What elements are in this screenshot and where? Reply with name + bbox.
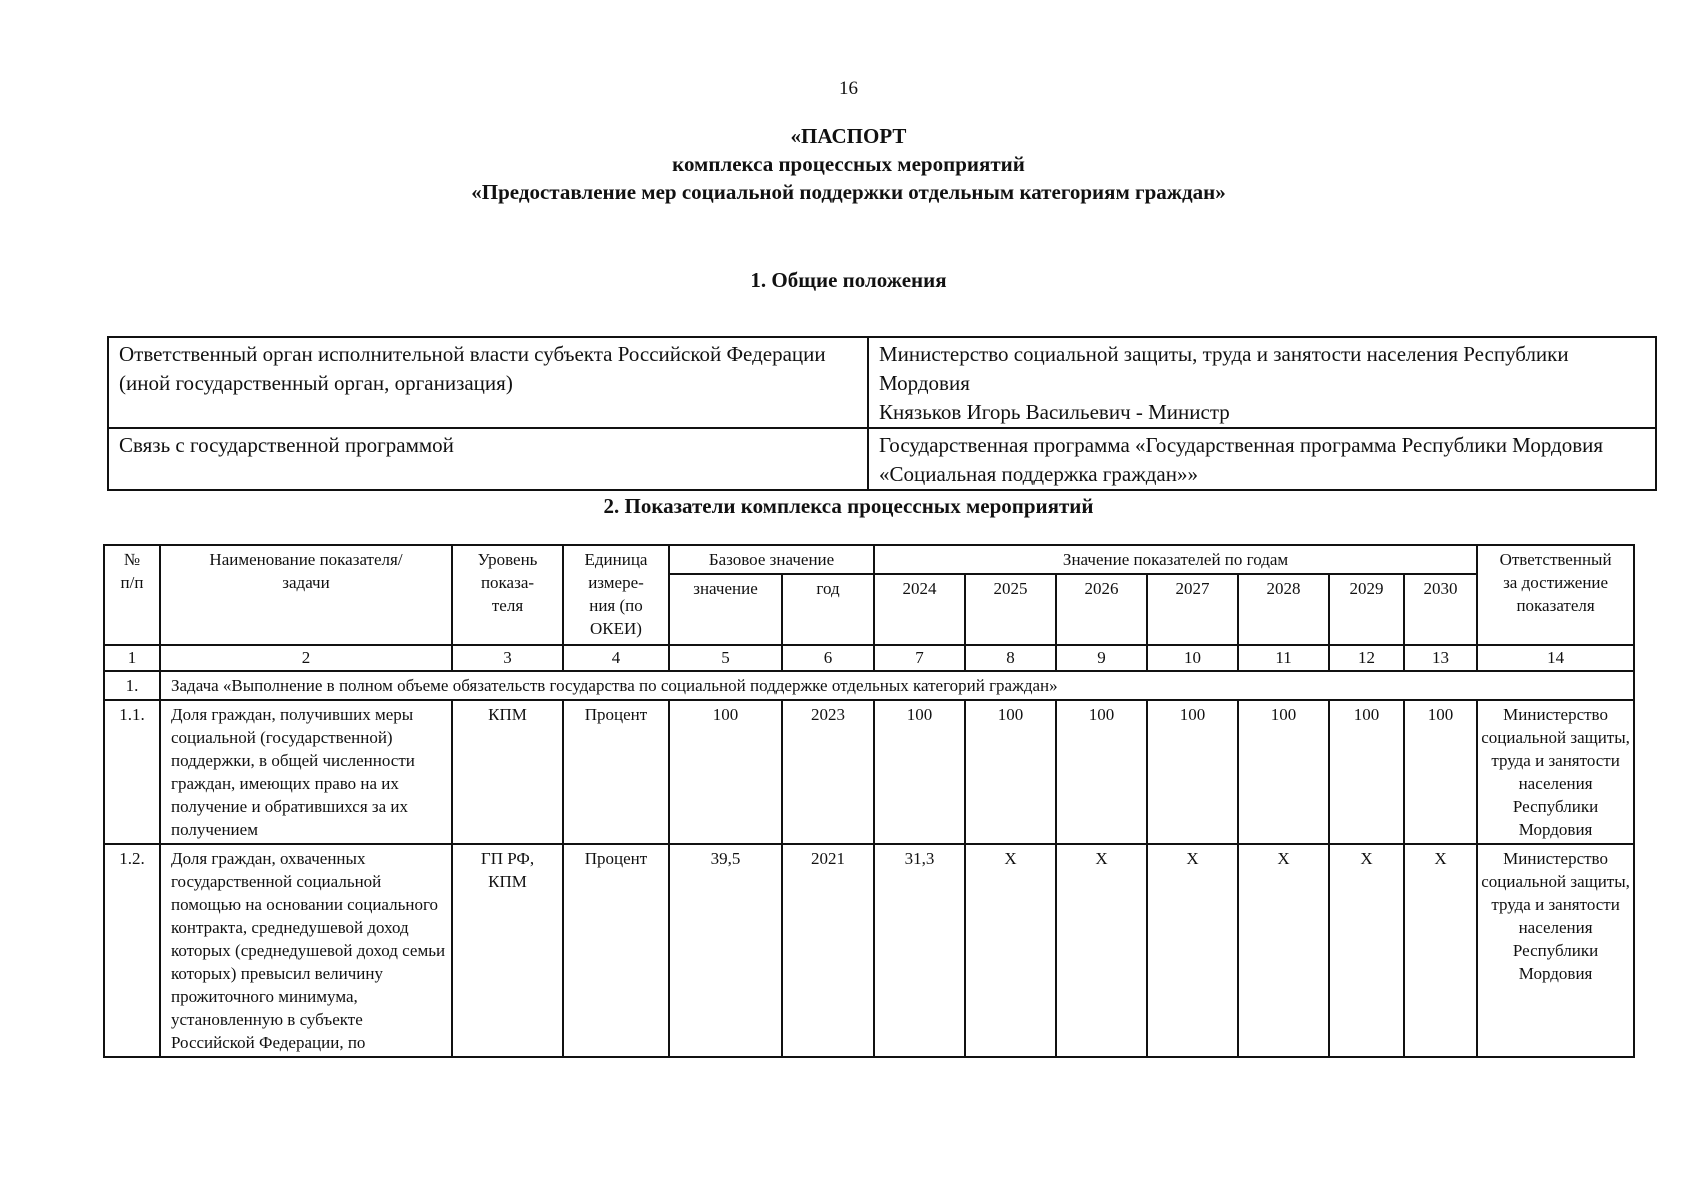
column-number: 7 — [874, 645, 965, 671]
section-1-heading: 1. Общие положения — [750, 268, 947, 292]
year-value: 100 — [874, 700, 965, 844]
base-value: 39,5 — [669, 844, 782, 1057]
indicator-unit: Процент — [563, 844, 669, 1057]
base-year: 2021 — [782, 844, 874, 1057]
header-year: 2028 — [1238, 574, 1329, 645]
program-link-label: Связь с государственной программой — [108, 428, 868, 490]
header-num: № п/п — [104, 545, 160, 645]
year-value: 100 — [965, 700, 1056, 844]
program-link-value — [868, 428, 1656, 490]
header-years-group: Значение показателей по годам — [874, 545, 1477, 574]
header-name: Наименование показателя/ задачи — [160, 545, 452, 645]
header-year: 2026 — [1056, 574, 1147, 645]
column-number: 9 — [1056, 645, 1147, 671]
year-value: X — [1329, 844, 1404, 1057]
indicator-name: Доля граждан, охваченных государственной социальной помощью на основании социального контракта, среднедушевой доход которых (среднедушевой доход семьи которых) превысил величину прожиточного минимума, установленную в субъекте Российской Федерации, по — [160, 844, 452, 1057]
header-year: 2029 — [1329, 574, 1404, 645]
title-line-1: «ПАСПОРТ — [790, 124, 907, 148]
year-value: 100 — [1329, 700, 1404, 844]
header-year: 2030 — [1404, 574, 1477, 645]
year-value: X — [1404, 844, 1477, 1057]
column-numbers-row — [104, 645, 1634, 671]
year-value: 100 — [1238, 700, 1329, 844]
title-line-2: комплекса процессных мероприятий — [672, 152, 1025, 176]
section-2-heading: 2. Показатели комплекса процессных мероприятий — [603, 494, 1094, 518]
header-base: Базовое значение — [669, 545, 874, 574]
year-value: 31,3 — [874, 844, 965, 1057]
year-value: 100 — [1147, 700, 1238, 844]
header-responsible: Ответственный за достижение показателя — [1477, 545, 1634, 645]
header-year: 2025 — [965, 574, 1056, 645]
value-line: Министерство социальной защиты, труда и занятости населения Республики Мордовия — [879, 342, 1569, 395]
row-num: 1.1. — [104, 700, 160, 844]
indicators-table — [103, 544, 1635, 1058]
responsible-org: Министерство социальной защиты, труда и занятости населения Республики Мордовия — [1477, 844, 1634, 1057]
year-value: 100 — [1404, 700, 1477, 844]
indicator-level: КПМ — [452, 700, 563, 844]
table-row — [104, 700, 1634, 844]
header-level: Уровень показа- теля — [452, 545, 563, 645]
year-value: X — [1056, 844, 1147, 1057]
responsible-body-label: Ответственный орган исполнительной власти субъекта Российской Федерации (иной государственный орган, организация) — [108, 337, 868, 428]
column-number: 2 — [160, 645, 452, 671]
document-title — [0, 122, 1697, 206]
row-num: 1.2. — [104, 844, 160, 1057]
column-number: 1 — [104, 645, 160, 671]
year-value: X — [1147, 844, 1238, 1057]
value-line: Князьков Игорь Васильевич - Министр — [879, 400, 1230, 424]
column-number: 11 — [1238, 645, 1329, 671]
column-number: 14 — [1477, 645, 1634, 671]
table-row — [108, 337, 1656, 428]
base-value: 100 — [669, 700, 782, 844]
title-line-3: «Предоставление мер социальной поддержки отдельным категориям граждан» — [471, 180, 1226, 204]
task-num: 1. — [104, 671, 160, 700]
column-number: 6 — [782, 645, 874, 671]
column-number: 12 — [1329, 645, 1404, 671]
table-row — [104, 844, 1634, 1057]
indicator-unit: Процент — [563, 700, 669, 844]
year-value: 100 — [1056, 700, 1147, 844]
responsible-body-value — [868, 337, 1656, 428]
value-line: Государственная программа «Государственная программа Республики Мордовия «Социальная поддержка граждан»» — [879, 433, 1604, 486]
column-number: 8 — [965, 645, 1056, 671]
indicator-level: ГП РФ, КПМ — [452, 844, 563, 1057]
page-number: 16 — [839, 78, 858, 99]
task-text: Задача «Выполнение в полном объеме обязательств государства по социальной поддержке отдельных категорий граждан» — [160, 671, 1634, 700]
year-value: X — [965, 844, 1056, 1057]
column-number: 4 — [563, 645, 669, 671]
indicator-name: Доля граждан, получивших меры социальной (государственной) поддержки, в общей численности граждан, имеющих право на их получение и обратившихся за их получением — [160, 700, 452, 844]
header-base-year: год — [782, 574, 874, 645]
responsible-org: Министерство социальной защиты, труда и занятости населения Республики Мордовия — [1477, 700, 1634, 844]
header-row — [104, 545, 1634, 574]
year-value: X — [1238, 844, 1329, 1057]
column-number: 3 — [452, 645, 563, 671]
header-base-value: значение — [669, 574, 782, 645]
base-year: 2023 — [782, 700, 874, 844]
column-number: 5 — [669, 645, 782, 671]
column-number: 10 — [1147, 645, 1238, 671]
general-provisions-table — [107, 336, 1657, 491]
table-row — [108, 428, 1656, 490]
header-year: 2024 — [874, 574, 965, 645]
task-row — [104, 671, 1634, 700]
header-unit: Единица измере- ния (по ОКЕИ) — [563, 545, 669, 645]
column-number: 13 — [1404, 645, 1477, 671]
header-year: 2027 — [1147, 574, 1238, 645]
